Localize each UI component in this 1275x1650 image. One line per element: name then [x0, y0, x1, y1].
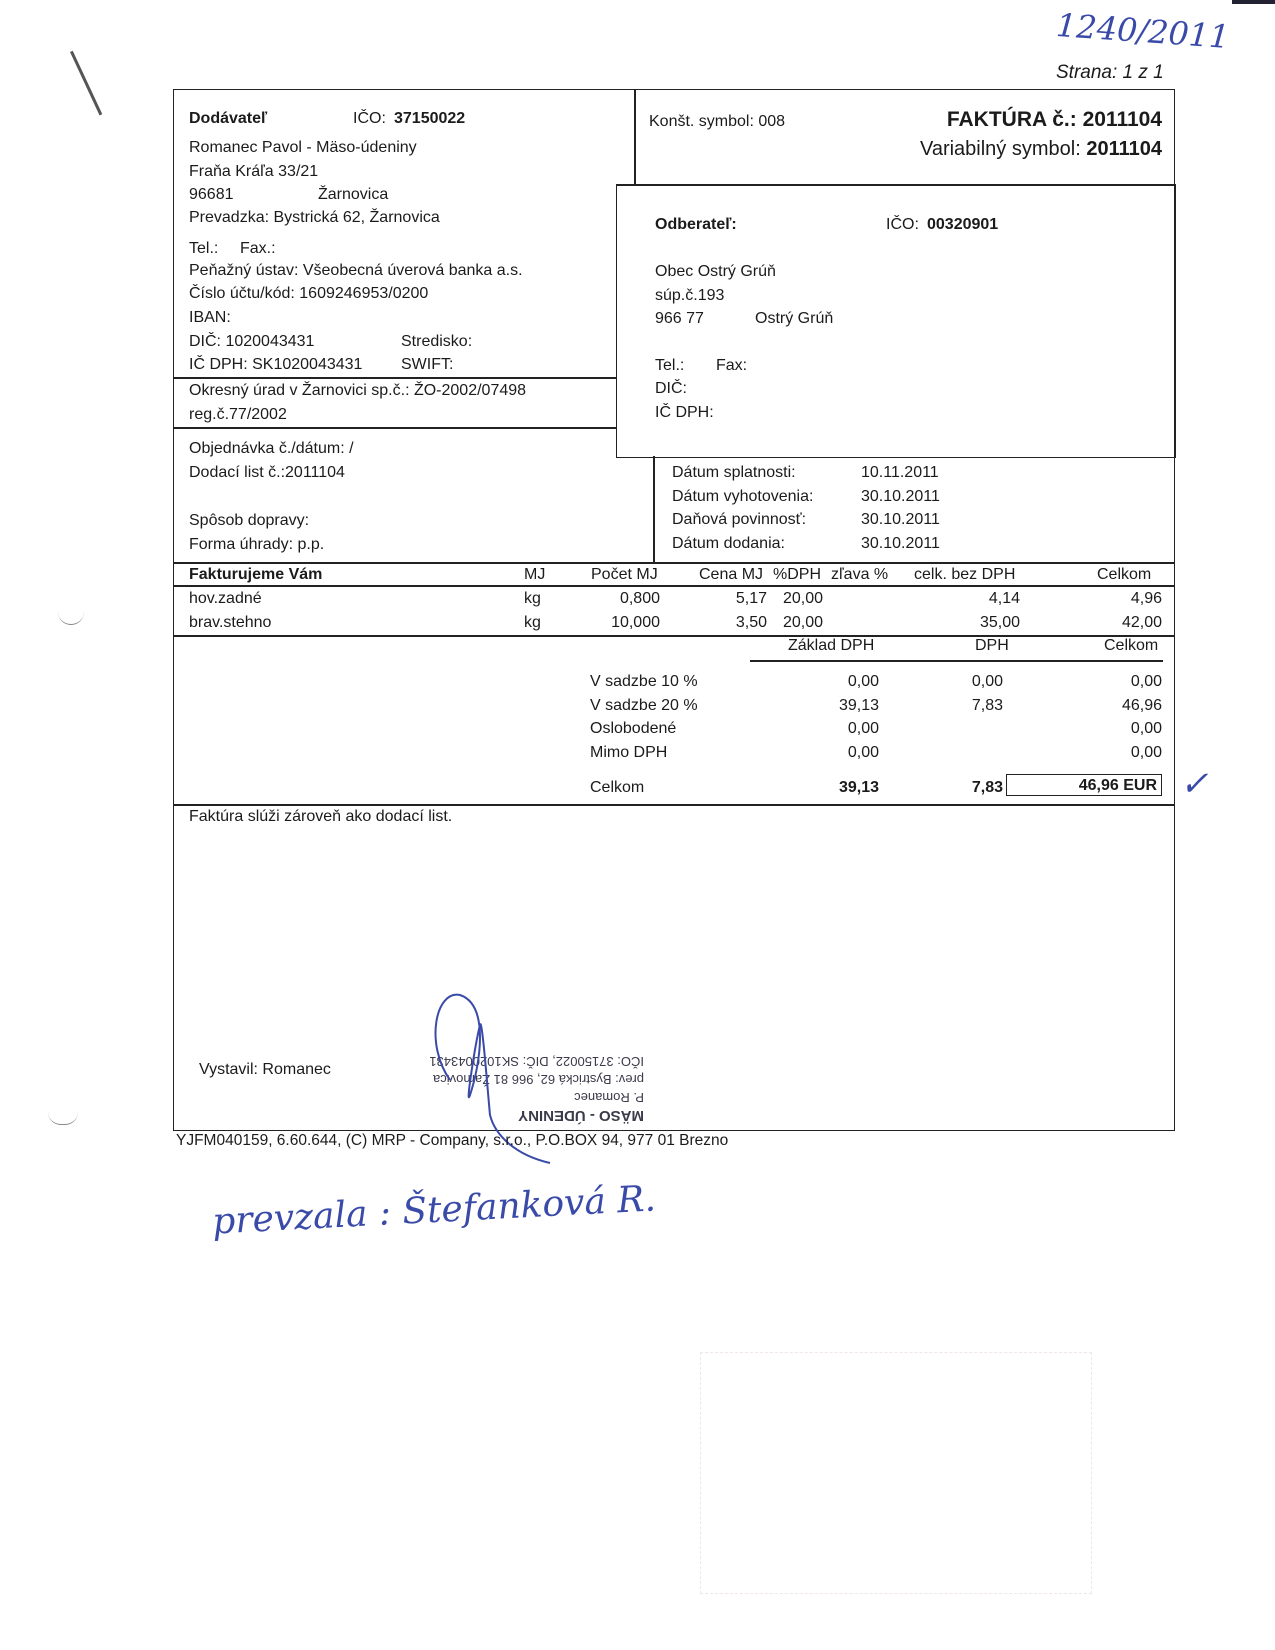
- supplier-street: Fraňa Kráľa 33/21: [189, 163, 319, 180]
- stamp-line-1: MÄSO - ÚDENINY: [518, 1107, 644, 1124]
- item-qty: 0,800: [619, 590, 660, 607]
- footer-text: YJFM040159, 6.60.644, (C) MRP - Company, s.r.o., P.O.BOX 94, 977 01 Brezno: [176, 1132, 729, 1149]
- summary-label: Oslobodené: [590, 720, 677, 737]
- items-header-desc: Fakturujeme Vám: [189, 566, 323, 583]
- stamp-line-3: prev: Bystrická 62, 966 81 Žarnovica: [433, 1072, 644, 1087]
- faint-scan-area: [700, 1352, 1092, 1594]
- summary-vat: 7,83: [971, 697, 1003, 714]
- date-label: Dátum dodania:: [672, 535, 785, 552]
- items-header-price: Cena MJ: [699, 566, 764, 583]
- supplier-name: Romanec Pavol - Mäso-údeniny: [189, 139, 417, 156]
- item-desc: brav.stehno: [189, 614, 272, 631]
- items-header-discount: zľava %: [831, 566, 889, 583]
- supplier-ico: 37150022: [394, 110, 466, 127]
- page-indicator: Strana: 1 z 1: [1056, 62, 1164, 83]
- customer-dic: DIČ:: [655, 380, 687, 397]
- supplier-iban: IBAN:: [189, 309, 231, 326]
- invoice-number: 2011104: [1082, 108, 1162, 131]
- summary-label: V sadzbe 20 %: [590, 697, 698, 714]
- handwritten-checkmark: ✓: [1180, 764, 1209, 804]
- item-price: 5,17: [735, 590, 767, 607]
- customer-zip: 966 77: [655, 310, 704, 327]
- variable-symbol: [920, 138, 1162, 161]
- margin-arc-2: [48, 1112, 78, 1125]
- summary-base: 0,00: [847, 720, 879, 737]
- summary-bottom-line: [174, 804, 1174, 806]
- konst-symbol: Konšt. symbol: 008: [649, 113, 786, 130]
- date-label: Dátum splatnosti:: [672, 464, 796, 481]
- item-desc: hov.zadné: [189, 590, 262, 607]
- item-net: 35,00: [979, 614, 1020, 631]
- variable-symbol-value: 2011104: [1086, 138, 1162, 160]
- supplier-facility: Prevadzka: Bystrická 62, Žarnovica: [189, 209, 440, 226]
- customer-tel: Tel.:: [655, 357, 685, 374]
- supplier-city: Žarnovica: [318, 186, 389, 203]
- items-top-line: [174, 562, 1174, 564]
- summary-header-base: Základ DPH: [788, 637, 875, 654]
- item-price: 3,50: [735, 614, 767, 631]
- date-value: 10.11.2011: [861, 464, 939, 481]
- stamp-line-4: IČO: 37150022, DIČ: SK1020043431: [429, 1054, 644, 1069]
- customer-fax: Fax:: [716, 357, 748, 374]
- handwritten-ref-number: 1240/2011: [1054, 5, 1231, 57]
- summary-total: 0,00: [1130, 720, 1162, 737]
- summary-header-underline: [750, 660, 1163, 662]
- customer-icdph: IČ DPH:: [655, 404, 714, 421]
- grand-total-amount: 46,96 EUR: [1006, 774, 1162, 796]
- date-value: 30.10.2011: [861, 535, 940, 552]
- supplier-registry-1: Okresný úrad v Žarnovici sp.č.: ŽO-2002/07498: [189, 382, 527, 399]
- customer-heading: Odberateľ:: [655, 216, 737, 233]
- date-label: Dátum vyhotovenia:: [672, 488, 814, 505]
- date-value: 30.10.2011: [861, 488, 940, 505]
- items-header-mj: MJ: [524, 566, 546, 583]
- item-qty: 10,000: [611, 614, 660, 631]
- item-net: 4,14: [988, 590, 1020, 607]
- grand-total-label: Celkom: [590, 779, 645, 796]
- supplier-registry-2: reg.č.77/2002: [189, 406, 287, 423]
- stamp-line-2: P. Romanec: [574, 1090, 644, 1105]
- item-vat: 20,00: [783, 590, 824, 607]
- customer-name: Obec Ostrý Grúň: [655, 263, 776, 280]
- divider-top-vertical: [634, 90, 636, 184]
- items-header-total: Celkom: [1097, 566, 1152, 583]
- supplier-icdph: IČ DPH: SK1020043431: [189, 356, 363, 373]
- invoice-title-label: FAKTÚRA č.:: [946, 108, 1077, 131]
- grand-total-base: 39,13: [838, 779, 879, 796]
- summary-total: 46,96: [1121, 697, 1162, 714]
- payment-method: Forma úhrady: p.p.: [189, 536, 325, 553]
- invoice-title: [947, 108, 1162, 132]
- delivery-note-remark: Faktúra slúži zároveň ako dodací list.: [189, 808, 453, 825]
- summary-header-vat: DPH: [975, 637, 1009, 654]
- delivery-note-number: Dodací list č.:2011104: [189, 464, 345, 481]
- supplier-ico-label: IČO:: [353, 110, 386, 127]
- date-label: Daňová povinnosť:: [672, 511, 807, 528]
- supplier-divider: [174, 377, 617, 379]
- summary-base: 39,13: [838, 697, 879, 714]
- items-header-qty: Počet MJ: [591, 566, 658, 583]
- handwritten-received-by: prevzala : Štefanková R.: [211, 1178, 657, 1243]
- items-header-underline: [174, 585, 1174, 587]
- issued-by: Vystavil: Romanec: [199, 1061, 331, 1078]
- dates-vertical-divider: [653, 456, 655, 562]
- item-mj: kg: [524, 590, 541, 607]
- item-total: 4,96: [1130, 590, 1162, 607]
- items-header-net: celk. bez DPH: [914, 566, 1016, 583]
- items-bottom-line: [174, 635, 1174, 637]
- summary-label: Mimo DPH: [590, 744, 668, 761]
- supplier-account: Číslo účtu/kód: 1609246953/0200: [189, 285, 429, 302]
- date-value: 30.10.2011: [861, 511, 940, 528]
- summary-label: V sadzbe 10 %: [590, 673, 698, 690]
- scan-mark-top-left: [70, 51, 102, 116]
- supplier-dic: DIČ: 1020043431: [189, 333, 315, 350]
- variable-symbol-label: Variabilný symbol:: [919, 138, 1081, 160]
- margin-arc-1: [58, 612, 84, 625]
- order-number: Objednávka č./dátum: /: [189, 440, 354, 457]
- grand-total-vat: 7,83: [971, 779, 1003, 796]
- supplier-tel: Tel.:: [189, 240, 219, 257]
- item-vat: 20,00: [783, 614, 824, 631]
- supplier-bank: Peňažný ústav: Všeobecná úverová banka a.s.: [189, 262, 523, 279]
- summary-vat: 0,00: [971, 673, 1003, 690]
- supplier-stredisko: Stredisko:: [401, 333, 473, 350]
- item-total: 42,00: [1121, 614, 1162, 631]
- customer-ico: 00320901: [927, 216, 999, 233]
- registry-divider: [174, 427, 617, 429]
- supplier-fax: Fax.:: [240, 240, 276, 257]
- summary-base: 0,00: [847, 673, 879, 690]
- items-header-vat: %DPH: [773, 566, 822, 583]
- supplier-zip: 96681: [189, 186, 234, 203]
- customer-street: súp.č.193: [655, 287, 725, 304]
- supplier-heading: Dodávateľ: [189, 110, 268, 127]
- summary-total: 0,00: [1130, 744, 1162, 761]
- customer-city: Ostrý Grúň: [755, 310, 834, 327]
- supplier-swift: SWIFT:: [401, 356, 454, 373]
- summary-total: 0,00: [1130, 673, 1162, 690]
- item-mj: kg: [524, 614, 541, 631]
- scan-mark-top-right: [1232, 0, 1275, 4]
- summary-header-total: Celkom: [1104, 637, 1159, 654]
- summary-base: 0,00: [847, 744, 879, 761]
- transport-method: Spôsob dopravy:: [189, 512, 310, 529]
- customer-ico-label: IČO:: [886, 216, 919, 233]
